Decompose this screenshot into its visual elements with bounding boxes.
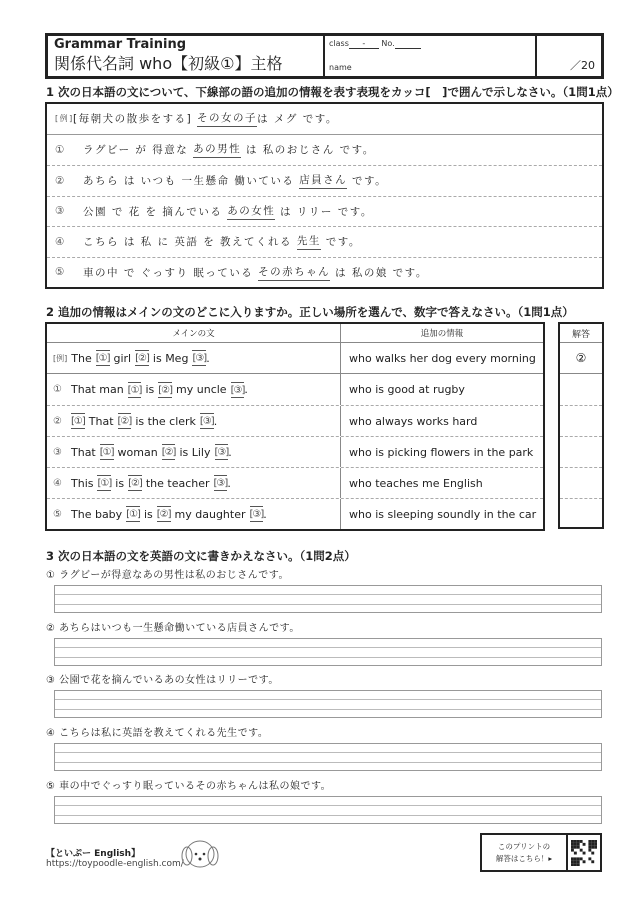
col-answer-header: 解答 (560, 324, 602, 343)
sentence-word: is (115, 476, 125, 490)
worksheet-header (45, 33, 604, 79)
row-number: ⑤ (55, 266, 66, 279)
example-row (47, 104, 602, 135)
insert-position-box[interactable]: [①] (97, 475, 111, 491)
question-prompt: ② あちらはいつも一生懸命働いている店員さんです。 (46, 622, 300, 634)
row-number: ② (53, 415, 62, 427)
row-number: [例] (53, 353, 68, 363)
class-label: class (329, 39, 349, 48)
answer-writing-area[interactable] (54, 638, 602, 666)
underlined-phrase: 先生 (297, 233, 321, 250)
question-prompt: ⑤ 車の中でぐっすり眠っているその赤ちゃんは私の娘です。 (46, 780, 332, 792)
question-row (47, 374, 543, 405)
sentence-row (47, 165, 602, 196)
sentence-text: [毎朝犬の散歩をする] (73, 113, 198, 126)
answer-cell[interactable] (560, 374, 602, 405)
sentence-word: my daughter (174, 507, 246, 521)
sentence-word: . (213, 414, 218, 428)
main-sentence (47, 406, 341, 436)
insert-position-box[interactable]: [①] (100, 444, 114, 460)
sentence-word: . (228, 445, 232, 459)
underlined-phrase: その女の子 (197, 110, 257, 127)
sentence-word: the teacher (145, 476, 210, 490)
brand-url[interactable]: https://toypoodle-english.com/ (46, 859, 184, 869)
answer-link-line1: このプリントの (497, 841, 551, 851)
sentence-word: is Lily (179, 445, 211, 459)
answer-cell[interactable] (560, 467, 602, 498)
insert-position-box[interactable]: [①] (128, 382, 142, 398)
answer-writing-area[interactable] (54, 743, 602, 771)
additional-info: who is good at rugby (349, 383, 465, 396)
additional-info: who is picking flowers in the park (349, 445, 534, 459)
class-field[interactable]: - (349, 39, 379, 49)
sentence-word: That (88, 414, 114, 428)
answer-link-line2: 解答はこちら！▸ (495, 853, 553, 863)
qr-code-icon[interactable] (571, 840, 597, 866)
sentence-text: 公園 で 花 を 摘んでいる (83, 205, 228, 218)
additional-info: who teaches me English (349, 476, 483, 490)
question-prompt: ④ こちらは私に英語を教えてくれる先生です。 (46, 728, 269, 740)
insert-position-box[interactable]: [②] (118, 413, 132, 429)
insert-position-box[interactable]: [③] (192, 350, 206, 366)
sentence-text: ラグビー が 得意な (83, 144, 194, 157)
sentence-word: . (206, 351, 210, 365)
sentence-row (47, 226, 602, 257)
sentence-text: こちら は 私 に 英語 を 教えてくれる (83, 236, 297, 249)
question-row (47, 436, 543, 467)
answer-link-box[interactable] (480, 833, 602, 872)
insert-position-box[interactable]: [②] (158, 382, 172, 398)
section3-title: 3 次の日本語の文を英語の文に書きかえなさい。（1問2点） (46, 549, 356, 563)
sentence-word: . (244, 383, 248, 396)
sentence-text: は メグ です。 (257, 113, 338, 126)
sentence-row (47, 196, 602, 227)
sentence-word: is the clerk (135, 414, 196, 428)
sentence-word: is (143, 507, 153, 521)
sentence-text: は 私のおじさん です。 (241, 144, 375, 157)
main-sentence (47, 437, 341, 467)
sentence-word: The (71, 351, 92, 365)
section1-table (45, 102, 604, 289)
row-number: ⑤ (53, 508, 62, 520)
insert-position-box[interactable]: [③] (200, 413, 214, 429)
underlined-phrase: その赤ちゃん (258, 264, 330, 281)
insert-position-box[interactable]: [①] (96, 350, 110, 366)
question-row (47, 467, 543, 498)
sentence-word: is Meg (152, 351, 189, 365)
sentence-word: girl (113, 351, 132, 365)
main-sentence (47, 374, 341, 405)
page-title: 関係代名詞 who【初級①】主格 (54, 54, 283, 73)
row-number: ② (55, 174, 66, 187)
row-number: ① (55, 143, 66, 156)
subtitle: Grammar Training (54, 37, 187, 52)
sentence-text: あちら は いつも 一生懸命 働いている (83, 175, 300, 188)
sentence-row (47, 257, 602, 288)
section2-table (45, 322, 545, 531)
sentence-word: This (71, 476, 94, 490)
sentence-word: . (263, 507, 267, 521)
row-number: ④ (53, 477, 62, 489)
sentence-text: 車の中 で ぐっすり 眠っている (83, 266, 259, 279)
additional-info: who always works hard (349, 414, 478, 428)
no-field[interactable] (395, 39, 421, 49)
sentence-word: That (71, 445, 96, 459)
answer-cell[interactable] (560, 436, 602, 467)
answer-writing-area[interactable] (54, 796, 602, 824)
row-number: [例] (55, 114, 74, 124)
section2-title: 2 追加の情報はメインの文のどこに入りますか。正しい場所を選んで、数字で答えなさい。（1問1点） (46, 305, 574, 319)
sentence-text: です。 (347, 175, 388, 188)
question-row (47, 405, 543, 436)
sentence-text: は リリー です。 (275, 205, 373, 218)
answer-cell[interactable] (560, 405, 602, 436)
insert-position-box[interactable]: [②] (128, 475, 142, 491)
sentence-word: The baby (71, 507, 123, 521)
main-sentence (47, 499, 341, 529)
question-prompt: ① ラグビーが得意なあの男性は私のおじさんです。 (46, 570, 289, 581)
score-total: ／20 (570, 59, 595, 72)
sentence-text: は 私の娘 です。 (330, 266, 428, 279)
answer-cell[interactable] (560, 498, 602, 529)
row-number: ③ (53, 446, 62, 458)
row-number: ① (53, 384, 62, 395)
additional-info: who walks her dog every morning (349, 351, 536, 365)
insert-position-box[interactable]: [②] (157, 506, 171, 522)
poodle-icon (178, 836, 222, 870)
no-label: No. (381, 39, 395, 48)
additional-info: who is sleeping soundly in the car (349, 507, 537, 521)
footer-brand (46, 846, 184, 869)
insert-position-box[interactable]: [③] (250, 506, 264, 522)
answer-cell: ② (560, 343, 602, 374)
score-box[interactable] (537, 36, 601, 76)
col-info-header: 追加の情報 (420, 329, 464, 339)
question-row (47, 498, 543, 529)
sentence-row (47, 135, 602, 166)
insert-position-box[interactable]: [①] (126, 506, 140, 522)
answer-column (558, 322, 604, 529)
insert-position-box[interactable]: [③] (231, 382, 245, 398)
insert-position-box[interactable]: [②] (162, 444, 176, 460)
example-row (47, 343, 543, 374)
main-sentence (47, 343, 341, 373)
name-label: name (329, 63, 352, 72)
underlined-phrase: あの男性 (193, 141, 241, 158)
answer-writing-area[interactable] (54, 690, 602, 718)
col-main-header: メインの文 (47, 324, 341, 342)
sentence-word: woman (117, 445, 158, 459)
insert-position-box[interactable]: [②] (135, 350, 149, 366)
sentence-text: です。 (320, 236, 361, 249)
brand-name: 【といぷー English】 (46, 849, 141, 859)
sentence-word: That man (71, 383, 124, 396)
insert-position-box[interactable]: [③] (214, 475, 228, 491)
row-number: ④ (55, 235, 66, 248)
underlined-phrase: 店員さん (299, 172, 347, 189)
main-sentence (47, 468, 341, 498)
section1-title: 1 次の日本語の文について、下線部の語の追加の情報を表す表現をカッコ[ ]で囲んで示しなさい。（1問1点） (46, 85, 619, 99)
sentence-word: is (145, 383, 155, 396)
question-prompt: ③ 公園で花を摘んでいるあの女性はリリーです。 (46, 675, 279, 687)
row-number: ③ (55, 205, 66, 218)
sentence-word: my uncle (176, 383, 227, 396)
underlined-phrase: あの女性 (227, 203, 275, 220)
insert-position-box[interactable]: [①] (71, 413, 85, 429)
sentence-word: . (227, 476, 231, 490)
answer-writing-area[interactable] (54, 585, 602, 613)
insert-position-box[interactable]: [③] (215, 444, 229, 460)
